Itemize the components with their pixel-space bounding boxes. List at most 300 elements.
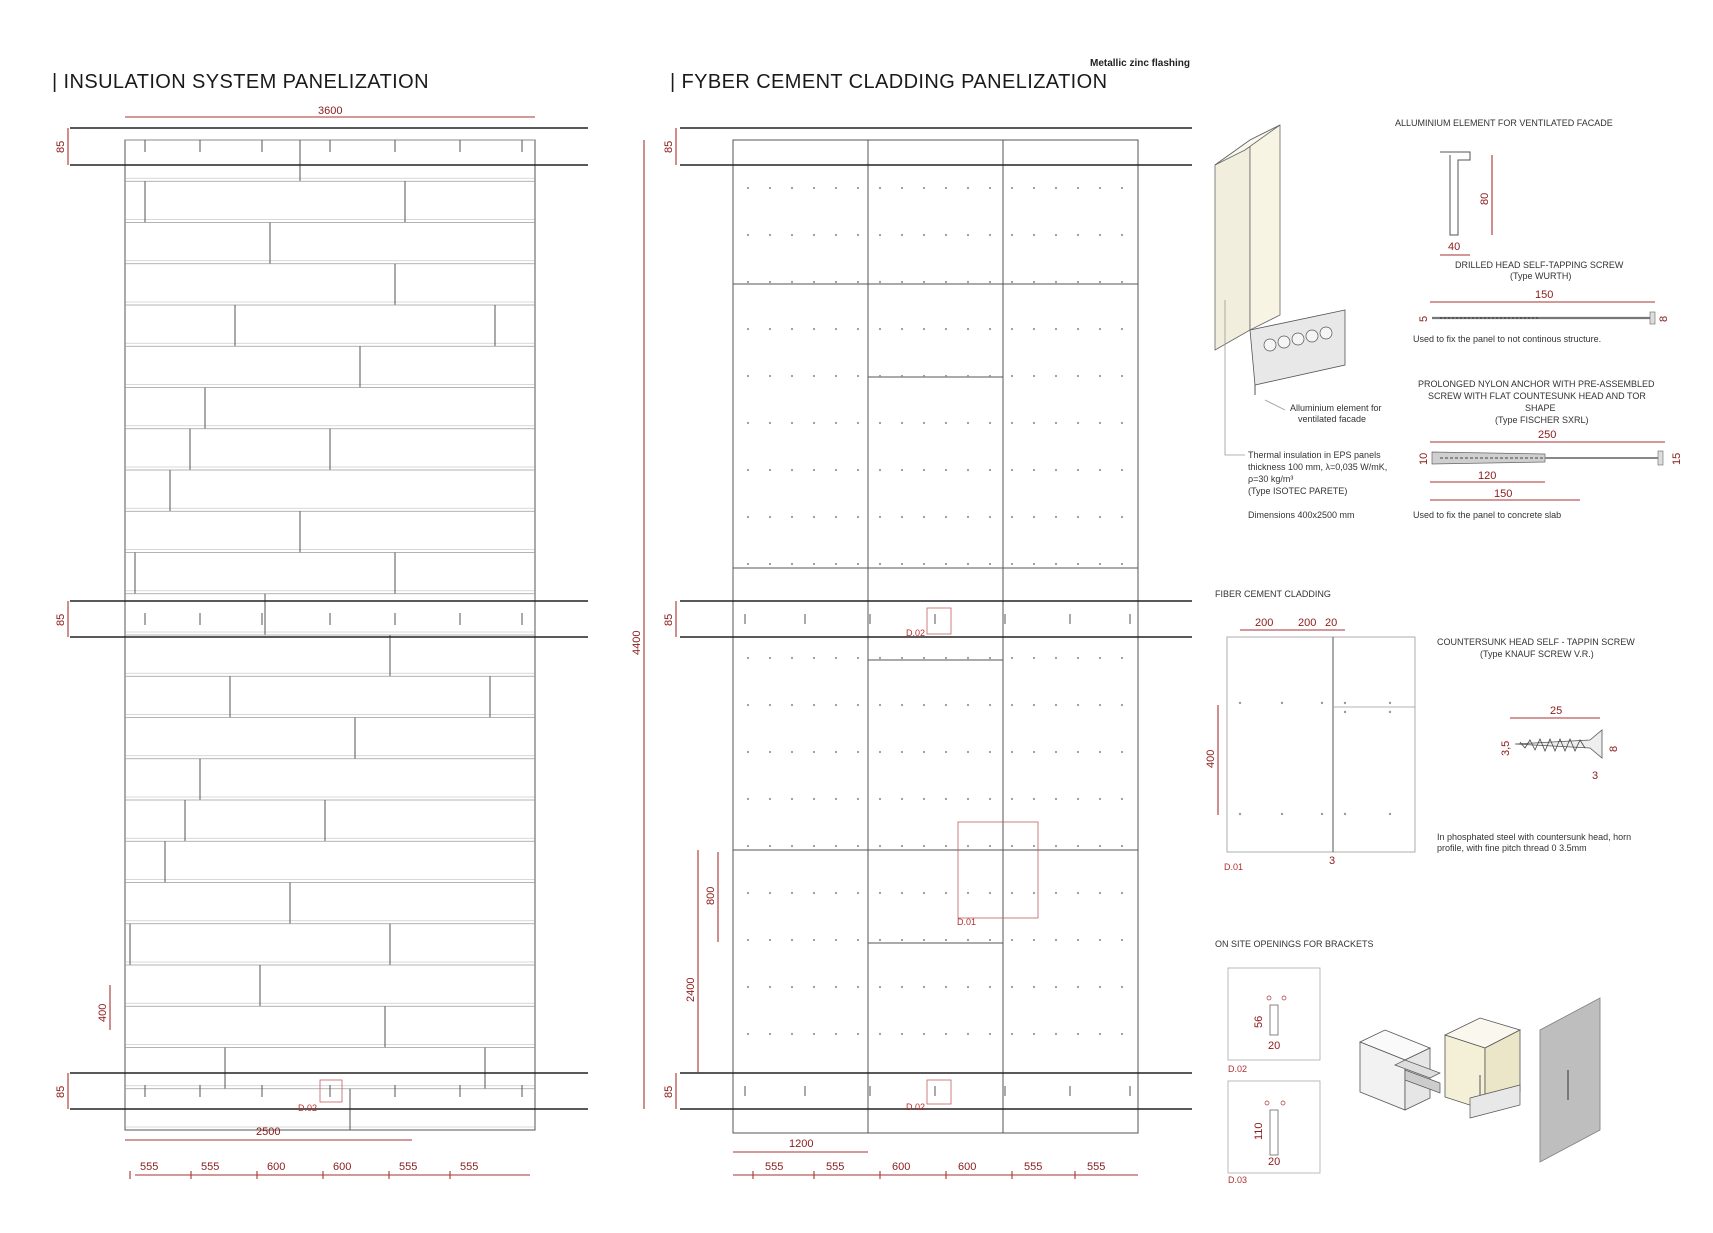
countersunk-length: 25 — [1550, 705, 1563, 717]
fixing-dot — [945, 986, 947, 988]
fixing-dot — [769, 892, 771, 894]
fixing-dot — [923, 751, 925, 753]
fixing-dot — [1077, 516, 1079, 518]
fixing-dot — [923, 375, 925, 377]
fixing-dot — [879, 704, 881, 706]
fixing-dot — [747, 375, 749, 377]
fixing-dot — [857, 234, 859, 236]
fixing-dot — [747, 422, 749, 424]
fixing-dot — [835, 234, 837, 236]
fixing-dot — [923, 281, 925, 283]
anchor-lower: 150 — [1494, 488, 1513, 500]
fixing-dot — [747, 281, 749, 283]
anchor-type: (Type FISCHER SXRL) — [1495, 415, 1589, 425]
fixing-dot — [1011, 234, 1013, 236]
fixing-dot — [923, 704, 925, 706]
fixing-dot — [857, 986, 859, 988]
fixing-dot — [1121, 328, 1123, 330]
fixing-dot — [1055, 1033, 1057, 1035]
fixing-dot — [1011, 281, 1013, 283]
fixing-dot — [835, 986, 837, 988]
fixing-dot — [835, 798, 837, 800]
insulation-bottom-segments — [130, 1161, 478, 1179]
fixing-dot — [1077, 281, 1079, 283]
fixing-dot — [857, 516, 859, 518]
fixing-dot — [1099, 469, 1101, 471]
fixing-dot — [769, 1033, 771, 1035]
fixing-dot — [1033, 469, 1035, 471]
fixing-dot — [1077, 563, 1079, 565]
fixing-dot — [1121, 939, 1123, 941]
alu-callout-2-line-4: (Type ISOTEC PARETE) — [1248, 486, 1348, 496]
fixing-dot — [1033, 892, 1035, 894]
insulation-band-dim-middle: 85 — [55, 613, 67, 626]
alu-callout-1-line-1: Alluminium element for — [1290, 403, 1382, 413]
fixing-dot — [857, 187, 859, 189]
fixing-dot — [1055, 281, 1057, 283]
fixing-dot — [1011, 892, 1013, 894]
fixing-dot — [879, 516, 881, 518]
fixing-dot — [1055, 845, 1057, 847]
fixing-dot — [813, 563, 815, 565]
fixing-dot — [879, 469, 881, 471]
fixing-dot — [1011, 704, 1013, 706]
fixing-dot — [747, 563, 749, 565]
countersunk-d-shaft: 3,5 — [1500, 740, 1512, 756]
fixing-dot — [835, 422, 837, 424]
insulation-bottom-segment-label: 555 — [399, 1161, 418, 1173]
fiber-cement-detail — [1205, 589, 1415, 872]
fixing-dot — [1055, 939, 1057, 941]
insulation-panel-height: 400 — [97, 1003, 109, 1022]
fixing-dot — [769, 986, 771, 988]
insulation-bottom-segment-label: 555 — [460, 1161, 479, 1173]
fixing-dot — [769, 845, 771, 847]
openings-title: ON SITE OPENINGS FOR BRACKETS — [1215, 939, 1374, 949]
fixing-dot — [967, 422, 969, 424]
drilled-screw-d-left: 5 — [1418, 315, 1430, 322]
insulation-top-width: 3600 — [318, 105, 343, 117]
bracket-axonometric — [1360, 1030, 1440, 1110]
fixing-dot — [967, 1033, 969, 1035]
cladding-band-dim-middle: 85 — [663, 613, 675, 626]
fixing-dot — [901, 798, 903, 800]
drilled-screw-detail — [1413, 260, 1670, 344]
fixing-dot — [945, 234, 947, 236]
fixing-dot — [813, 187, 815, 189]
fixing-dot — [967, 986, 969, 988]
fixing-dot — [901, 281, 903, 283]
fixing-dot — [769, 375, 771, 377]
fixing-dot — [813, 281, 815, 283]
fixing-dot — [901, 563, 903, 565]
fixing-dot — [747, 751, 749, 753]
fixing-dot — [835, 375, 837, 377]
fixing-dot — [857, 798, 859, 800]
fixing-dot — [1055, 704, 1057, 706]
fixing-dot — [945, 798, 947, 800]
fixing-dot — [1033, 328, 1035, 330]
anchor-use: Used to fix the panel to concrete slab — [1413, 510, 1562, 520]
fixing-dot — [791, 328, 793, 330]
fixing-dot — [813, 469, 815, 471]
cladding-bottom-segment-label: 555 — [765, 1161, 784, 1173]
fixing-dot — [835, 657, 837, 659]
fixing-dot — [1011, 845, 1013, 847]
cladding-elevation — [631, 128, 1192, 1179]
cladding-ref-d02-bottom: D.02 — [906, 1102, 926, 1112]
cladding-bottom-segments — [753, 1161, 1105, 1179]
fixing-dot — [1099, 187, 1101, 189]
fixing-dot — [967, 563, 969, 565]
fixing-dot — [1121, 469, 1123, 471]
fixing-dot — [1099, 516, 1101, 518]
fixing-dot — [989, 281, 991, 283]
fixing-dot — [769, 469, 771, 471]
insulation-bottom-segment-label: 600 — [267, 1161, 286, 1173]
fixing-dot — [945, 281, 947, 283]
fixing-dot — [989, 516, 991, 518]
fixing-dot — [879, 234, 881, 236]
fixing-dot — [901, 234, 903, 236]
insulation-band-dim-top: 85 — [55, 140, 67, 153]
alu-callout-2-line-2: thickness 100 mm, λ=0,035 W/mK, — [1248, 462, 1388, 472]
fixing-dot — [813, 704, 815, 706]
fixing-dot — [1121, 563, 1123, 565]
fixing-dot — [1033, 234, 1035, 236]
fixing-dot — [923, 845, 925, 847]
insulation-band-dim-bottom: 85 — [55, 1085, 67, 1098]
fixing-dot — [901, 516, 903, 518]
fixing-dot — [1121, 281, 1123, 283]
fixing-dot — [879, 422, 881, 424]
fixing-dot — [1077, 798, 1079, 800]
fixing-dot — [857, 469, 859, 471]
fixing-dot — [1077, 939, 1079, 941]
fixing-dot — [1077, 234, 1079, 236]
fixing-dot — [923, 892, 925, 894]
fixing-dot — [879, 939, 881, 941]
fixing-dot — [769, 516, 771, 518]
insulation-bottom-segment-label: 555 — [140, 1161, 159, 1173]
fixing-dot — [923, 422, 925, 424]
fixing-dot — [791, 845, 793, 847]
fixing-dot — [879, 375, 881, 377]
fixing-dot — [769, 234, 771, 236]
fixing-dot — [879, 845, 881, 847]
fixing-dot — [945, 845, 947, 847]
fixing-dot — [945, 563, 947, 565]
countersunk-d-head: 8 — [1608, 745, 1620, 752]
d02-height: 56 — [1253, 1015, 1265, 1028]
alu-callout-2-line-3: ρ=30 kg/m³ — [1248, 474, 1294, 484]
fixing-dot — [879, 1033, 881, 1035]
fixing-dot — [879, 892, 881, 894]
fixing-dot — [769, 422, 771, 424]
anchor-mid: 120 — [1478, 470, 1497, 482]
fixing-dot — [1033, 187, 1035, 189]
openings-detail — [1215, 939, 1600, 1185]
fixing-dot — [901, 751, 903, 753]
fixing-dot — [1055, 328, 1057, 330]
fixing-dot — [879, 281, 881, 283]
fixing-dot — [1099, 328, 1101, 330]
fixing-dot — [747, 986, 749, 988]
fixing-dot — [1033, 704, 1035, 706]
fixing-dot — [857, 281, 859, 283]
nylon-anchor-detail — [1413, 379, 1683, 520]
fixing-dot — [901, 469, 903, 471]
d02-ref: D.02 — [1228, 1064, 1248, 1074]
fixing-dot — [901, 986, 903, 988]
fixing-dot — [923, 986, 925, 988]
fixing-dot — [791, 516, 793, 518]
fixing-dot — [791, 657, 793, 659]
fixing-dot — [1011, 751, 1013, 753]
fixing-dot — [857, 845, 859, 847]
cladding-ref-d01: D.01 — [957, 917, 977, 927]
fixing-dot — [989, 469, 991, 471]
fixing-dot — [791, 422, 793, 424]
fixing-dot — [945, 657, 947, 659]
fixing-dot — [989, 657, 991, 659]
fixing-dot — [945, 1033, 947, 1035]
anchor-length: 250 — [1538, 429, 1557, 441]
cladding-ref-d02-middle: D.02 — [906, 628, 926, 638]
fixing-dot — [1055, 657, 1057, 659]
fixing-dot — [1099, 892, 1101, 894]
fixing-dot — [791, 939, 793, 941]
fixing-dot — [813, 986, 815, 988]
fixing-dot — [835, 751, 837, 753]
fixing-dot — [835, 845, 837, 847]
countersunk-screw-detail — [1437, 637, 1635, 853]
cladding-total-height: 4400 — [631, 630, 643, 655]
fiber-dim-top-3: 20 — [1325, 617, 1338, 629]
fixing-dot — [835, 563, 837, 565]
fixing-dot — [1077, 328, 1079, 330]
fixing-dot — [1011, 469, 1013, 471]
fixing-dot — [857, 939, 859, 941]
fixing-dot — [1033, 751, 1035, 753]
insulation-detail-ref: D.02 — [298, 1103, 318, 1113]
d02-width: 20 — [1268, 1040, 1281, 1052]
fixing-dot — [813, 892, 815, 894]
fixing-dot — [1077, 704, 1079, 706]
fixing-dot — [791, 469, 793, 471]
fixing-dot — [1055, 375, 1057, 377]
fixing-dot — [1011, 1033, 1013, 1035]
fixing-dot — [1011, 563, 1013, 565]
fixing-dot — [967, 892, 969, 894]
fixing-dot — [791, 704, 793, 706]
fixing-dot — [1011, 798, 1013, 800]
d03-width: 20 — [1268, 1156, 1281, 1168]
fixing-dot — [1121, 798, 1123, 800]
fixing-dot — [1099, 939, 1101, 941]
fixing-dot — [1099, 281, 1101, 283]
fixing-dot — [923, 657, 925, 659]
countersunk-note-1: In phosphated steel with countersunk head, horn — [1437, 832, 1632, 842]
anchor-title-line-3: SHAPE — [1525, 403, 1556, 413]
fixing-dot — [901, 704, 903, 706]
fixing-dot — [1055, 751, 1057, 753]
fixing-dot — [989, 1033, 991, 1035]
drilled-screw-type: (Type WURTH) — [1510, 271, 1572, 281]
fixing-dot — [747, 187, 749, 189]
fixing-dot — [923, 563, 925, 565]
fixing-dot — [857, 563, 859, 565]
fixing-dot — [857, 375, 859, 377]
fixing-dot — [835, 892, 837, 894]
fixing-dot — [769, 187, 771, 189]
fixing-dot — [901, 328, 903, 330]
fixing-dot — [769, 704, 771, 706]
fixing-dot — [813, 422, 815, 424]
fixing-dot — [1121, 422, 1123, 424]
fixing-dot — [1011, 422, 1013, 424]
fixing-dot — [1099, 986, 1101, 988]
fixing-dot — [901, 187, 903, 189]
fixing-dot — [835, 516, 837, 518]
alu-callout-1-line-2: ventilated facade — [1298, 414, 1367, 424]
fixing-dot — [1121, 657, 1123, 659]
fixing-dot — [857, 1033, 859, 1035]
fixing-dot — [923, 939, 925, 941]
fixing-dot — [1033, 375, 1035, 377]
fixing-dot — [1055, 892, 1057, 894]
fixing-dot — [747, 328, 749, 330]
fixing-dot — [1099, 375, 1101, 377]
fixing-dot — [791, 751, 793, 753]
fixing-dot — [945, 469, 947, 471]
countersunk-type: (Type KNAUF SCREW V.R.) — [1480, 649, 1594, 659]
fixing-dot — [1099, 422, 1101, 424]
fixing-dot — [769, 657, 771, 659]
fixing-dot — [835, 704, 837, 706]
fixing-dot — [1033, 422, 1035, 424]
insulation-bottom-length: 2500 — [256, 1126, 281, 1138]
cladding-band-bottom — [680, 1073, 1192, 1109]
fixing-dot — [1055, 422, 1057, 424]
fixing-dot — [1099, 563, 1101, 565]
fixing-dot — [1033, 798, 1035, 800]
fixing-dot — [989, 704, 991, 706]
fixing-dot — [879, 563, 881, 565]
anchor-title-line-1: PROLONGED NYLON ANCHOR WITH PRE-ASSEMBLED — [1418, 379, 1655, 389]
fixing-dot — [791, 281, 793, 283]
fixing-dot — [967, 187, 969, 189]
aluminium-profile — [1395, 118, 1613, 255]
fixing-dot — [879, 657, 881, 659]
cladding-bottom-segment-label: 555 — [1087, 1161, 1106, 1173]
fixing-dot — [857, 751, 859, 753]
fixing-dot — [901, 845, 903, 847]
drilled-screw-length: 150 — [1535, 289, 1554, 301]
fixing-dot — [1055, 234, 1057, 236]
fixing-dot — [857, 422, 859, 424]
fixing-dot — [1121, 704, 1123, 706]
fixing-dot — [1011, 986, 1013, 988]
fixing-dot — [747, 469, 749, 471]
fixing-dot — [791, 375, 793, 377]
fixing-dot — [1033, 939, 1035, 941]
fixing-dot — [1121, 375, 1123, 377]
fixing-dot — [835, 281, 837, 283]
fixing-dot — [813, 845, 815, 847]
countersunk-d-tip: 3 — [1592, 770, 1599, 782]
fixing-dot — [879, 798, 881, 800]
fixing-dot — [967, 375, 969, 377]
fixing-dot — [1077, 986, 1079, 988]
fixing-dot — [1011, 939, 1013, 941]
fixing-dot — [1033, 281, 1035, 283]
fixing-dot — [791, 1033, 793, 1035]
anchor-d-right: 15 — [1671, 452, 1683, 465]
alu-callout-2-line-1: Thermal insulation in EPS panels — [1248, 450, 1381, 460]
fixing-dot — [945, 375, 947, 377]
fixing-dot — [1055, 187, 1057, 189]
fixing-dot — [747, 1033, 749, 1035]
fixing-dot — [813, 375, 815, 377]
fixing-dot — [967, 845, 969, 847]
fixing-dot — [1011, 328, 1013, 330]
fixing-dot — [901, 939, 903, 941]
fiber-cement-title: FIBER CEMENT CLADDING — [1215, 589, 1331, 599]
cladding-bottom-segment-label: 555 — [1024, 1161, 1043, 1173]
cladding-bottom-segment-label: 600 — [958, 1161, 977, 1173]
insulation-bottom-segment-label: 600 — [333, 1161, 352, 1173]
fixing-dot — [1033, 1033, 1035, 1035]
fixing-dot — [923, 234, 925, 236]
drilled-screw-title: DRILLED HEAD SELF-TAPPING SCREW — [1455, 260, 1624, 270]
fixing-dot — [769, 798, 771, 800]
fixing-dot — [1121, 986, 1123, 988]
fixing-dot — [1033, 986, 1035, 988]
fixing-dot — [1033, 657, 1035, 659]
fixing-dot — [1033, 516, 1035, 518]
fixing-dot — [1055, 516, 1057, 518]
fixing-dot — [923, 516, 925, 518]
fixing-dot — [901, 892, 903, 894]
fixing-dot — [1121, 187, 1123, 189]
fiber-dim-top-1: 200 — [1255, 617, 1274, 629]
fiber-ref: D.01 — [1224, 862, 1244, 872]
cladding-band-middle — [680, 601, 1192, 637]
fixing-dot — [747, 234, 749, 236]
fixing-dot — [1077, 845, 1079, 847]
alu-dim-height: 80 — [1479, 192, 1491, 205]
fiber-height: 400 — [1205, 749, 1217, 768]
fixing-dot — [1011, 375, 1013, 377]
fixing-dot — [989, 986, 991, 988]
cladding-height-lower: 2400 — [685, 977, 697, 1002]
fixing-dot — [1077, 892, 1079, 894]
fixing-dot — [879, 328, 881, 330]
cutoff-note: Metallic zinc flashing — [1090, 58, 1191, 69]
insulation-bottom-segment-label: 555 — [201, 1161, 220, 1173]
alu-dimensions-note: Dimensions 400x2500 mm — [1248, 510, 1355, 520]
fixing-dot — [1077, 657, 1079, 659]
fixing-dot — [1077, 422, 1079, 424]
drilled-screw-d-right: 8 — [1658, 315, 1670, 322]
fixing-dot — [989, 375, 991, 377]
fixing-dot — [945, 516, 947, 518]
fixing-dot — [791, 986, 793, 988]
fixing-dot — [747, 657, 749, 659]
fixing-dot — [967, 704, 969, 706]
fixing-dot — [989, 892, 991, 894]
